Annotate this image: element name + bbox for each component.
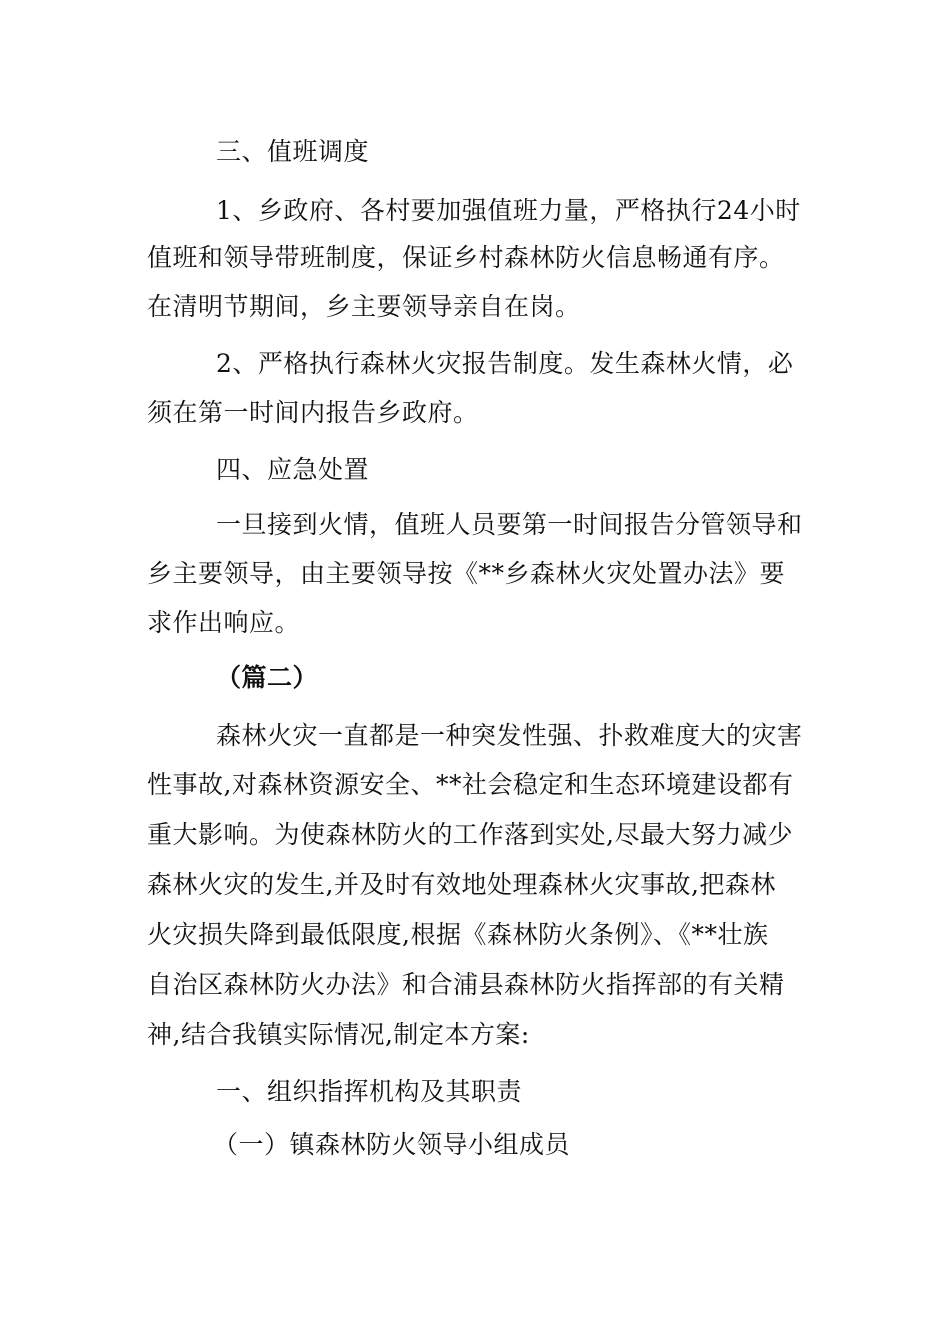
subsection-heading: （一）镇森林防火领导小组成员: [213, 1130, 571, 1159]
paragraph-line: 神,结合我镇实际情况,制定本方案:: [147, 1020, 530, 1049]
paragraph-line: 火灾损失降到最低限度,根据《森林防火条例》、《**壮族: [147, 920, 769, 949]
section-heading-organization: 一、组织指挥机构及其职责: [216, 1077, 523, 1106]
paragraph-line: 在清明节期间，乡主要领导亲自在岗。: [147, 292, 581, 321]
paragraph-line: 森林火灾的发生,并及时有效地处理森林火灾事故,把森林: [147, 870, 776, 899]
section-heading-duty-scheduling: 三、值班调度: [216, 137, 370, 166]
paragraph-line: 性事故,对森林资源安全、**社会稳定和生态环境建设都有: [147, 770, 794, 799]
part-heading: （篇二）: [216, 663, 319, 692]
paragraph-line: 值班和领导带班制度，保证乡村森林防火信息畅通有序。: [147, 243, 785, 272]
paragraph-line: 须在第一时间内报告乡政府。: [147, 398, 479, 427]
paragraph-line: 1、乡政府、各村要加强值班力量，严格执行24小时: [216, 196, 801, 225]
paragraph-line: 乡主要领导，由主要领导按《**乡森林火灾处置办法》要: [147, 559, 786, 588]
paragraph-line: 2、严格执行森林火灾报告制度。发生森林火情，必: [216, 349, 794, 378]
paragraph-line: 森林火灾一直都是一种突发性强、扑救难度大的灾害: [216, 721, 803, 750]
paragraph-line: 一旦接到火情，值班人员要第一时间报告分管领导和: [216, 510, 803, 539]
paragraph-line: 求作出响应。: [147, 608, 301, 637]
paragraph-line: 重大影响。为使森林防火的工作落到实处,尽最大努力减少: [147, 820, 793, 849]
section-heading-emergency-response: 四、应急处置: [216, 455, 370, 484]
paragraph-line: 自治区森林防火办法》和合浦县森林防火指挥部的有关精: [147, 970, 785, 999]
